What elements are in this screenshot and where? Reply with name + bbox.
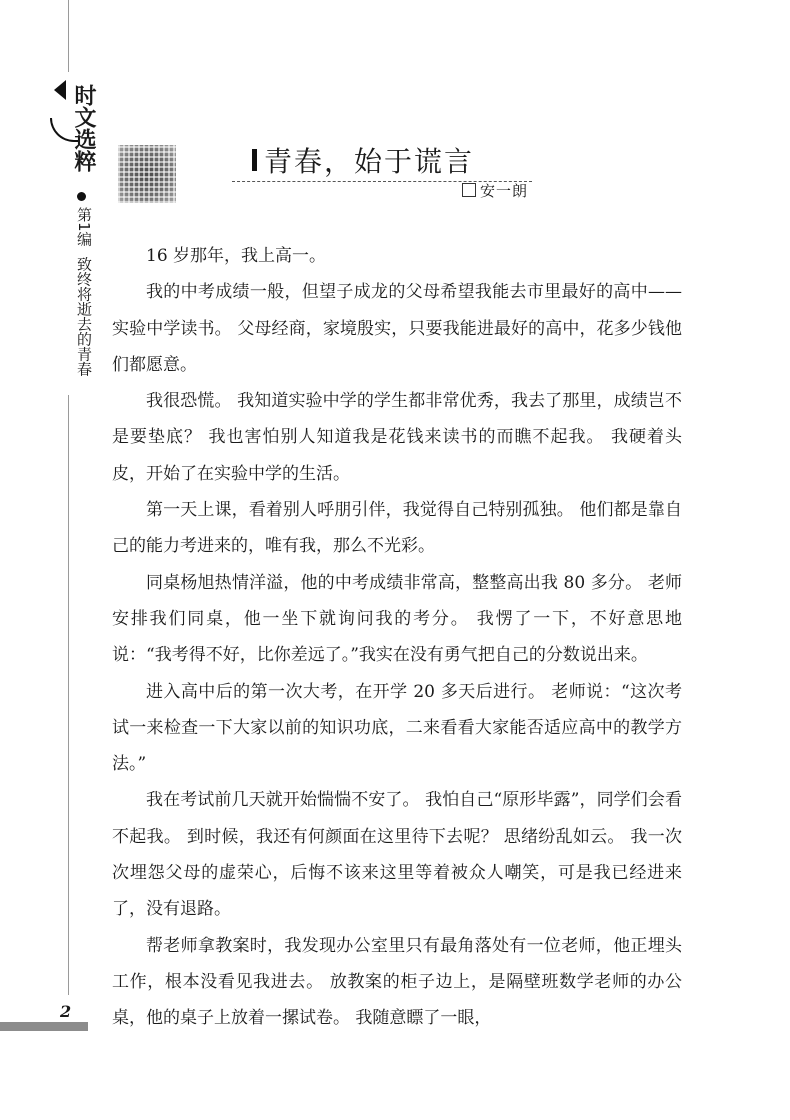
section-title: 时文选粹 <box>71 84 96 172</box>
paragraph: 我很恐慌。 我知道实验中学的学生都非常优秀，我去了那里，成绩岂不是要垫底？ 我也害怕别人知道我是花钱来读书的而瞧不起我。 我硬着头皮，开始了在实验中学的生活。 <box>112 391 682 484</box>
paragraph: 第一天上课，看着别人呼朋引伴，我觉得自己特别孤独。 他们都是靠自己的能力考进来的，唯有我，那么不光彩。 <box>112 500 682 557</box>
title-bar-marker <box>252 149 257 171</box>
bullet-dot-icon <box>77 192 86 201</box>
page-number: 2 <box>60 1002 72 1021</box>
triangle-marker-icon <box>54 80 66 100</box>
paragraph: 我的中考成绩一般，但望子成龙的父母希望我能去市里最好的高中——实验中学读书。 父母经商，家境殷实，只要我能进最好的高中，花多少钱他们都愿意。 <box>112 282 682 375</box>
decorative-texture-square <box>118 145 176 203</box>
article-body <box>112 238 682 1037</box>
paragraph: 我在考试前几天就开始惴惴不安了。 我怕自己“原形毕露”，同学们会看不起我。 到时候，我还有何颜面在这里待下去呢？ 思绪纷乱如云。 我一次次埋怨父母的虚荣心，后悔不该来这里等着被众人嘲笑，可是我已经进来了，没有退路。 <box>112 790 682 920</box>
margin-rule-top <box>68 0 69 72</box>
article-title: 青春，始于谎言 <box>264 145 475 178</box>
margin-rule-bottom <box>68 395 69 995</box>
chapter-title: 致终将逝去的青春 <box>75 256 93 377</box>
decorative-arc-icon <box>50 118 78 142</box>
paragraph: 16 岁那年，我上高一。 <box>146 246 327 266</box>
footer-gray-bar <box>0 1022 88 1031</box>
author-box-icon <box>462 183 476 197</box>
author-name: 安一朗 <box>480 182 529 200</box>
chapter-label: 第1编 <box>75 207 93 247</box>
paragraph: 帮老师拿教案时，我发现办公室里只有最角落处有一位老师，他正埋头工作，根本没看见我进去。 放教案的柜子边上，是隔壁班数学老师的办公桌，他的桌子上放着一摞试卷。 我随意瞟了一眼， <box>112 935 682 1029</box>
chapter-heading <box>71 207 93 377</box>
paragraph: 同桌杨旭热情洋溢，他的中考成绩非常高，整整高出我 80 多分。 老师安排我们同桌，他一坐下就询问我的考分。 我愣了一下，不好意思地说：“我考得不好，比你差远了。”我实在没有勇气把自己的分数说出来。 <box>112 572 682 666</box>
paragraph: 进入高中后的第一次大考，在开学 20 多天后进行。 老师说：“这次考试一来检查一下大家以前的知识功底，二来看看大家能否适应高中的教学方法。” <box>112 681 682 775</box>
